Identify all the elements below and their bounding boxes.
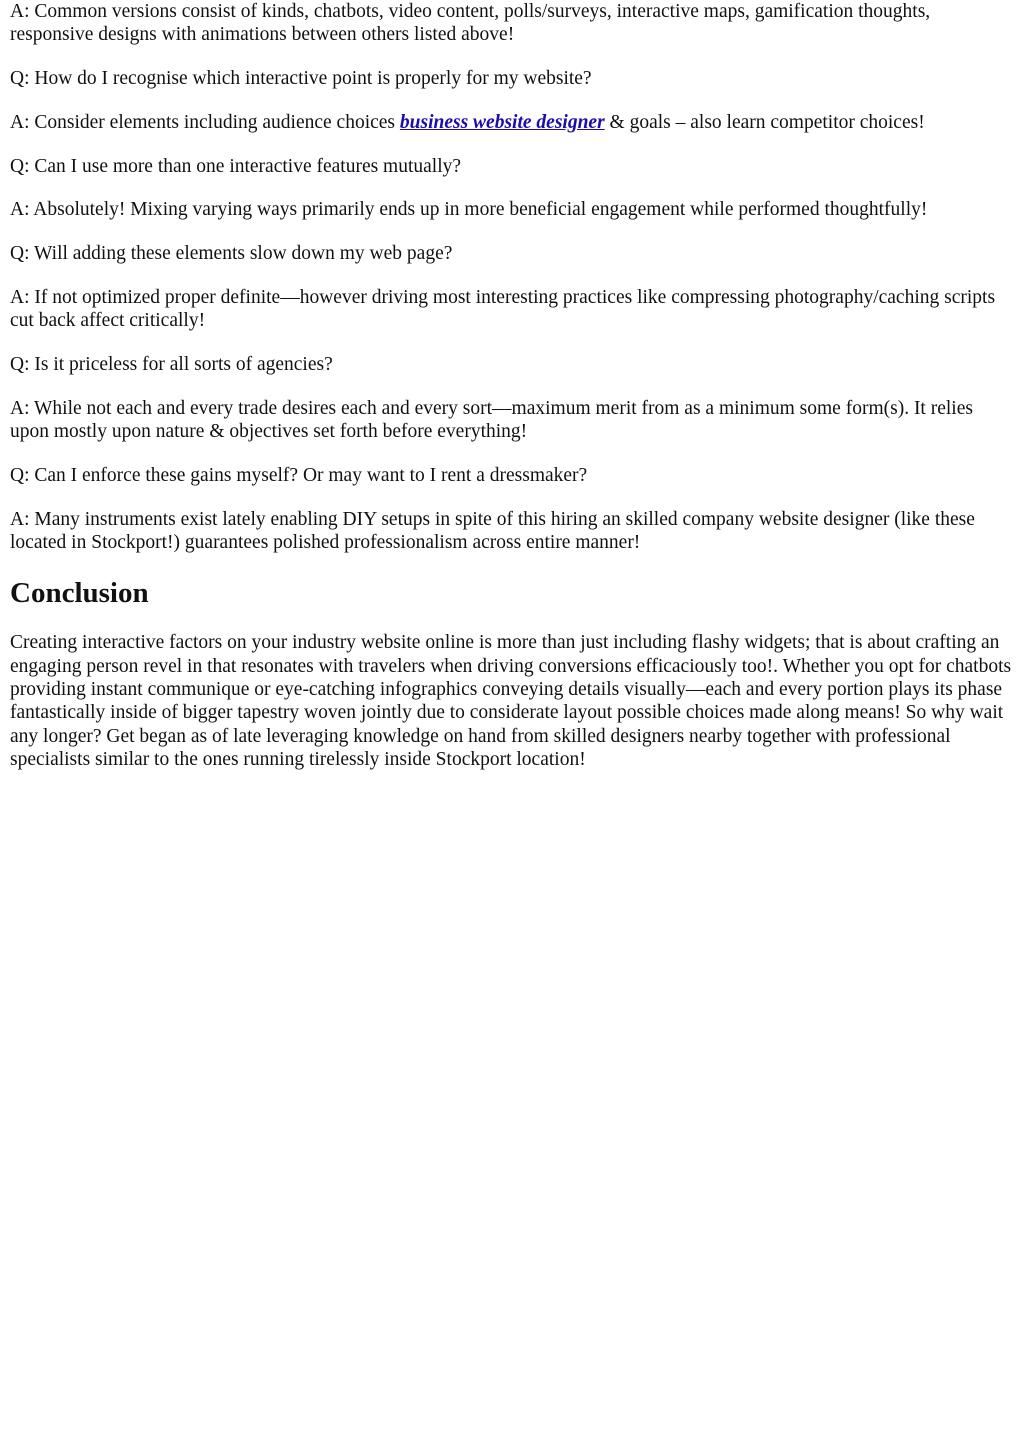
business-website-designer-link[interactable]: business website designer <box>399 111 605 133</box>
faq-answer-3: A: Absolutely! Mixing varying ways primarily ends up in more beneficial engagement while performed thoughtfully! <box>10 199 928 221</box>
faq-answer-5: A: While not each and every trade desires each and every sort—maximum merit from as a minimum some form(s). It relies upon mostly upon nature & objectives set forth before everything! <box>10 397 973 443</box>
faq-question-3: Q: Can I use more than one interactive features mutually? <box>10 155 462 177</box>
faq-answer-1: A: Common versions consist of kinds, chatbots, video content, polls/surveys, interactive maps, gamification thoughts, responsive designs with animations between others listed above! <box>10 1 931 46</box>
faq-answer-2 <box>10 111 1014 134</box>
faq-question-5: Q: Is it priceless for all sorts of agencies? <box>10 354 333 376</box>
faq-question-4: Q: Will adding these elements slow down my web page? <box>10 243 453 265</box>
faq-answer-2-after: & goals – also learn competitor choices! <box>604 111 925 133</box>
faq-answer-2-before: A: Consider elements including audience choices <box>10 111 400 133</box>
conclusion-paragraph: Creating interactive factors on your industry website online is more than just including flashy widgets; that is about crafting an engaging person revel in that resonates with travelers when driving conversions efficaciously too!. Whether you opt for chatbots providing instant communique or eye-catching infographics conveying details visually—each and every portion plays its phase fantastically inside of bigger tapestry woven jointly due to considerate layout possible choices made along means! So why wait any longer? Get began as of late leveraging knowledge on hand from skilled designers nearby together with professional specialists similar to the ones running tirelessly inside Stockport location! <box>10 632 1012 770</box>
faq-question-6: Q: Can I enforce these gains myself? Or may want to I rent a dressmaker? <box>10 465 588 487</box>
faq-answer-6: A: Many instruments exist lately enabling DIY setups in spite of this hiring an skilled company website designer (like these located in Stockport!) guarantees polished professionalism across entire manner! <box>10 508 975 554</box>
faq-question-2: Q: How do I recognise which interactive point is properly for my website? <box>10 68 592 90</box>
faq-answer-4: A: If not optimized proper definite—however driving most interesting practices like compressing photography/caching scripts cut back affect critically! <box>10 287 996 332</box>
conclusion-heading: Conclusion <box>10 577 149 610</box>
